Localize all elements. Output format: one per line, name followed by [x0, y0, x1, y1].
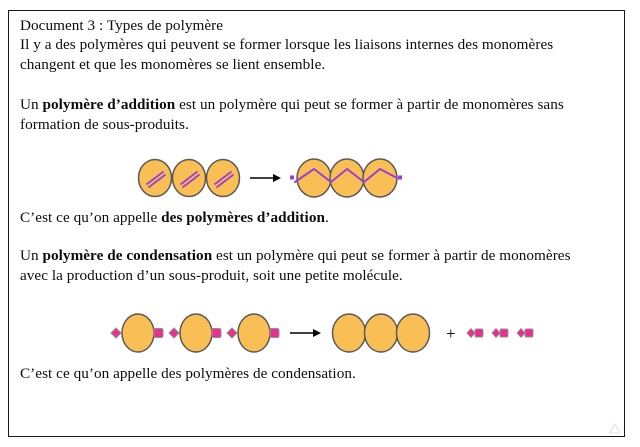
watermark-triangle — [610, 424, 620, 433]
functional-group-diamond-icon — [169, 328, 179, 338]
document-title — [20, 16, 610, 36]
condensation-monomer-3 — [227, 314, 279, 352]
condensation-monomer-2 — [169, 314, 221, 352]
chain-end-cap-left-icon — [290, 176, 294, 180]
addition-monomer-3 — [207, 160, 240, 197]
addition-reaction-diagram — [9, 151, 624, 205]
monomer-body-icon — [122, 314, 154, 352]
condensation-reaction-svg — [9, 306, 626, 360]
byproduct-diamond-icon — [467, 329, 475, 338]
byproduct-square-icon — [475, 329, 483, 337]
byproduct-diamond-icon — [517, 329, 525, 338]
condensation-reaction-arrow-icon — [290, 329, 321, 337]
condensation-caption-paragraph — [20, 364, 580, 384]
intro-paragraph-text: Il y a des polymères qui peuvent se former lorsque les liaisons internes des monomères changent et que les monomères se lient ensemble. — [20, 36, 554, 73]
functional-group-diamond-icon — [111, 328, 121, 338]
condensation-polymer-chain — [333, 314, 430, 352]
addition-caption-paragraph — [20, 208, 580, 228]
condensation-definition-suffix: est un polymère qui peut se former à partir de monomères avec la production d’un sous-produit, soit une petite molécule. — [20, 247, 571, 284]
condensation-definition-prefix: Un — [20, 247, 43, 264]
addition-definition-suffix: est un polymère qui peut se former à partir de monomères sans formation de sous-produits. — [20, 96, 564, 133]
plus-sign: + — [446, 324, 456, 343]
condensation-reaction-diagram — [9, 306, 624, 360]
arrow-head — [273, 174, 281, 182]
addition-monomer-1 — [139, 160, 172, 197]
document-frame — [8, 10, 625, 437]
addition-reaction-arrow-icon — [250, 174, 281, 182]
byproduct-square-icon — [525, 329, 533, 337]
addition-definition-paragraph — [20, 95, 616, 134]
condensation-definition-paragraph — [20, 246, 580, 285]
byproduct-molecule-3 — [517, 329, 533, 338]
polymer-unit-3-icon — [397, 314, 430, 352]
addition-monomer-2 — [173, 160, 206, 197]
chain-end-cap-right-icon — [398, 176, 402, 180]
byproduct-molecule-2 — [492, 329, 508, 338]
corner-watermark-icon — [609, 423, 621, 434]
byproduct-diamond-icon — [492, 329, 500, 338]
addition-caption-prefix: C’est ce qu’on appelle — [20, 209, 162, 226]
addition-polymer-chain — [295, 159, 397, 197]
addition-reaction-svg — [9, 151, 626, 205]
functional-group-square-icon — [212, 329, 221, 338]
condensation-definition-term: polymère de condensation — [42, 247, 213, 264]
document-title-text: Document 3 : Types de polymère — [20, 17, 224, 34]
byproduct-square-icon — [500, 329, 508, 337]
intro-paragraph — [20, 35, 606, 74]
functional-group-square-icon — [154, 329, 163, 338]
monomer-body-icon — [180, 314, 212, 352]
condensation-monomer-1 — [111, 314, 163, 352]
addition-caption-suffix: . — [324, 209, 329, 226]
addition-definition-prefix: Un — [20, 96, 43, 113]
functional-group-diamond-icon — [227, 328, 237, 338]
monomer-body-icon — [238, 314, 270, 352]
polymer-unit-1-icon — [333, 314, 366, 352]
functional-group-square-icon — [270, 329, 279, 338]
polymer-unit-2-icon — [365, 314, 398, 352]
arrow-head — [313, 329, 321, 337]
byproduct-molecule-1 — [467, 329, 483, 338]
addition-definition-term: polymère d’addition — [42, 96, 176, 113]
addition-caption-term: des polymères d’addition — [161, 209, 325, 226]
condensation-caption-text: C’est ce qu’on appelle des polymères de condensation. — [20, 365, 356, 382]
